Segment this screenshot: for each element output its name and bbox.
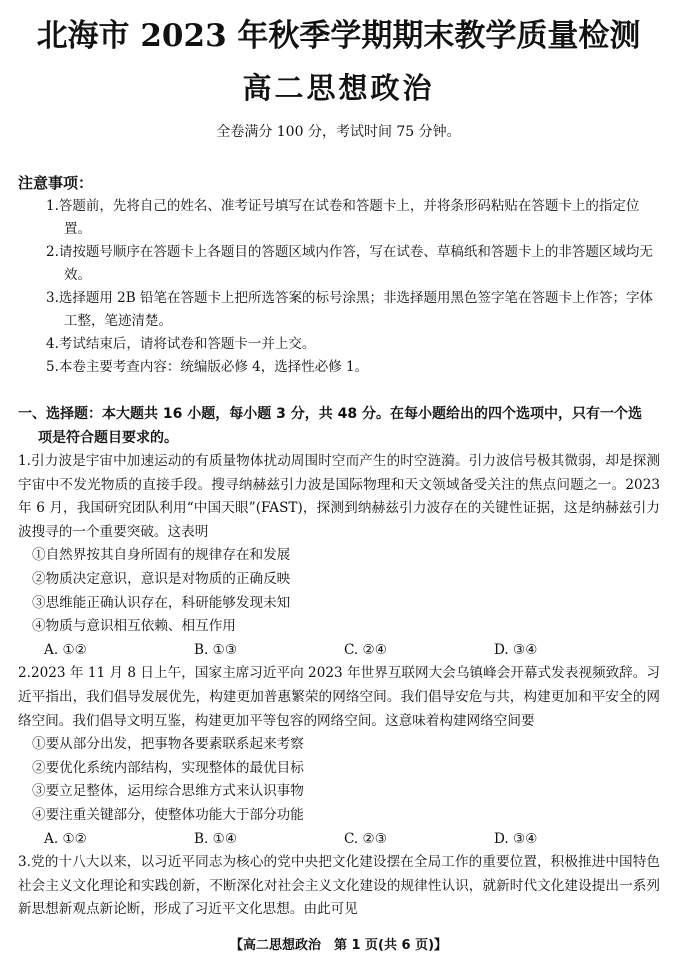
section-line-2: 项是符合题目要求的。	[38, 430, 178, 446]
section-line-1: 一、选择题：本大题共 16 小题，每小题 3 分，共 48 分。在每小题给出的四个选项中，只有一个选	[18, 406, 642, 422]
notes-title: 注意事项：	[18, 174, 94, 192]
choice-b: B. ①③	[194, 641, 238, 658]
note-item: 4.考试结束后，请将试卷和答题卡一并上交。	[46, 336, 316, 352]
note-item: 1.答题前，先将自己的姓名、准考证号填写在试卷和答题卡上，并将条形码粘贴在答题卡上的指定位置。	[46, 198, 640, 237]
choice-c: C. ②④	[344, 641, 387, 658]
question-list	[18, 450, 660, 922]
choice-b: B. ①④	[194, 830, 238, 847]
note-item: 3.选择题用 2B 铅笔在答题卡上把所选答案的标号涂黑；非选择题用黑色签字笔在答题卡上作答；字体工整，笔迹清楚。	[46, 290, 653, 329]
question-stem: 1.引力波是宇宙中加速运动的有质量物体扰动周围时空而产生的时空涟漪。引力波信号极其微弱，却是探测宇宙中不发光物质的直接手段。搜寻纳赫兹引力波是国际物理和天文领域备受关注的焦点问题之一。2023 年 6 月，我国研究团队利用“中国天眼”(FAST)，探测到纳赫兹引力波存在的关键性证据，这是纳赫兹引力波搜寻的一个重要突破。这表明	[18, 453, 660, 540]
exam-title: 北海市 2023 年秋季学期期末教学质量检测	[36, 18, 641, 54]
answer-choices	[18, 828, 660, 852]
question-option-item: ④物质与意识相互依赖、相互作用	[32, 618, 236, 635]
question-stem: 3.党的十八大以来，以习近平同志为核心的党中央把文化建设摆在全局工作的重要位置，积极推进中国特色社会主义文化理论和实践创新，不断深化对社会主义文化建设的规律性认识，就新时代文化建设提出一系列新思想新观点新论断，形成了习近平文化思想。由此可见	[18, 854, 660, 918]
exam-meta: 全卷满分 100 分，考试时间 75 分钟。	[216, 124, 461, 140]
question-option-item: ②要优化系统内部结构，实现整体的最优目标	[32, 759, 304, 776]
choice-a: A. ①②	[44, 641, 87, 658]
question-option-item: ②物质决定意识，意识是对物质的正确反映	[32, 570, 291, 587]
choice-d: D. ③④	[494, 641, 538, 658]
note-item: 2.请按题号顺序在答题卡上各题目的答题区域内作答，写在试卷、草稿纸和答题卡上的非答题区域均无效。	[46, 244, 653, 283]
notes-list	[46, 195, 658, 379]
choice-c: C. ②③	[344, 830, 387, 847]
answer-choices	[18, 639, 660, 663]
question-1	[18, 450, 660, 662]
note-item: 5.本卷主要考查内容：统编版必修 4，选择性必修 1。	[46, 359, 369, 375]
choice-d: D. ③④	[494, 830, 538, 847]
question-option-item: ③思维能正确认识存在，科研能够发现未知	[32, 594, 291, 611]
question-2	[18, 662, 660, 851]
exam-subject: 高二思想政治	[242, 71, 435, 105]
question-3	[18, 851, 660, 922]
page-footer: 【高二思想政治 第 1 页(共 6 页)】	[229, 938, 448, 953]
question-option-item: ①自然界按其自身所固有的规律存在和发展	[32, 547, 291, 564]
question-option-item: ③要立足整体，运用综合思维方式来认识事物	[32, 783, 304, 800]
section-heading	[18, 402, 660, 450]
question-option-item: ④要注重关键部分，使整体功能大于部分功能	[32, 806, 304, 823]
question-option-item: ①要从部分出发，把事物各要素联系起来考察	[32, 736, 304, 753]
choice-a: A. ①②	[44, 830, 87, 847]
question-stem: 2.2023 年 11 月 8 日上午，国家主席习近平向 2023 年世界互联网大会乌镇峰会开幕式发表视频致辞。习近平指出，我们倡导发展优先，构建更加普惠繁荣的网络空间。我们倡导安危与共，构建更加和平安全的网络空间。我们倡导文明互鉴，构建更加平等包容的网络空间。这意味着构建网络空间要	[18, 665, 660, 729]
